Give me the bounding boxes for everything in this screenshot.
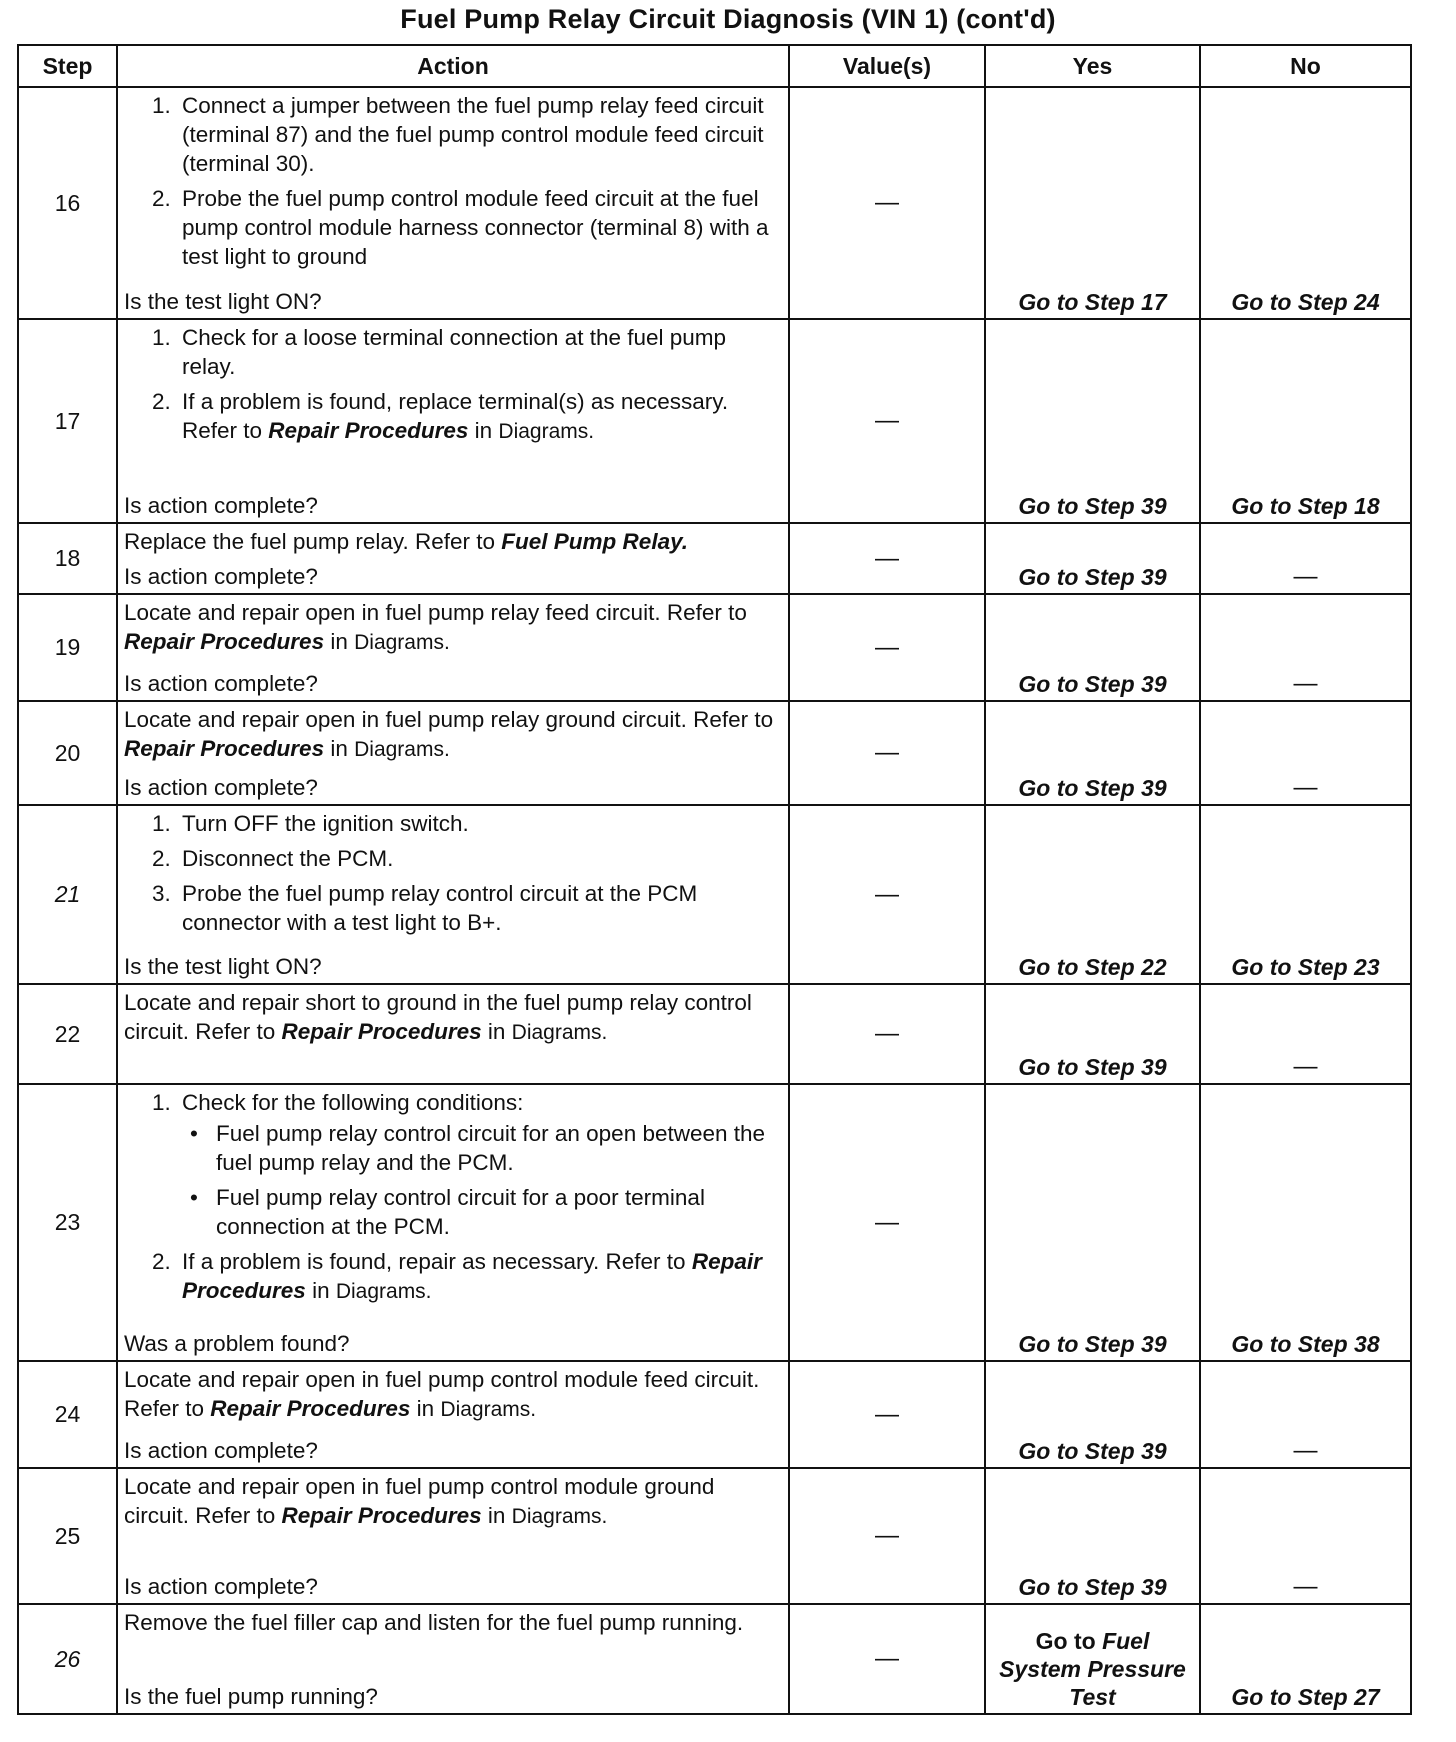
no-value: — bbox=[1293, 1053, 1318, 1080]
header-values: Value(s) bbox=[789, 45, 985, 87]
list-item: 1. Connect a jumper between the fuel pump relay feed circuit (terminal 87) and the fuel pump control module feed circuit (terminal 30). bbox=[152, 93, 764, 176]
table-row bbox=[18, 701, 1411, 805]
no-value: — bbox=[1293, 563, 1318, 590]
table-row bbox=[18, 1361, 1411, 1468]
question: Is action complete? bbox=[124, 671, 318, 696]
question: Is action complete? bbox=[124, 1438, 318, 1463]
yes-link[interactable]: Go to Step 39 bbox=[1018, 1054, 1167, 1080]
no-cell bbox=[1200, 984, 1411, 1084]
step-number: 23 bbox=[18, 1084, 117, 1361]
value-cell: — bbox=[789, 701, 985, 805]
yes-cell bbox=[985, 1468, 1200, 1604]
no-link[interactable]: Go to Step 38 bbox=[1231, 1331, 1380, 1357]
no-link[interactable]: Go to Step 24 bbox=[1231, 289, 1380, 315]
no-cell bbox=[1200, 523, 1411, 594]
yes-link[interactable]: Go to Step 39 bbox=[1018, 1331, 1167, 1357]
yes-link[interactable]: Go to Step 39 bbox=[1018, 671, 1167, 697]
bullet-item: • Fuel pump relay control circuit for a poor terminal connection at the PCM. bbox=[190, 1185, 705, 1239]
value-cell: — bbox=[789, 984, 985, 1084]
action-cell bbox=[117, 805, 789, 984]
yes-link[interactable]: Go to Step 17 bbox=[1018, 289, 1167, 315]
no-link[interactable]: Go to Step 23 bbox=[1231, 954, 1380, 980]
step-number: 18 bbox=[18, 523, 117, 594]
step-number: 26 bbox=[18, 1604, 117, 1714]
table-row bbox=[18, 594, 1411, 701]
action-cell: Replace the fuel pump relay. Refer to Fuel Pump Relay. Is action complete? bbox=[117, 523, 789, 594]
no-cell bbox=[1200, 805, 1411, 984]
list-item: 1. Check for the following conditions: • Fuel pump relay control circuit for an open between the fuel pump relay and the PCM. • Fuel pump relay control circuit for a poor terminal connection at the PCM. bbox=[124, 1088, 782, 1241]
value-cell: — bbox=[789, 1604, 985, 1714]
value-cell: — bbox=[789, 1361, 985, 1468]
action-cell: Locate and repair short to ground in the fuel pump relay control circuit. Refer to Repair Procedures in Diagrams. bbox=[117, 984, 789, 1084]
list-item: 2. Disconnect the PCM. bbox=[152, 846, 394, 871]
step-number: 19 bbox=[18, 594, 117, 701]
no-link[interactable]: Go to Step 27 bbox=[1231, 1684, 1380, 1710]
table-row bbox=[18, 1604, 1411, 1714]
header-row bbox=[18, 45, 1411, 87]
value-cell: — bbox=[789, 1084, 985, 1361]
yes-cell bbox=[985, 594, 1200, 701]
no-cell bbox=[1200, 594, 1411, 701]
no-link[interactable]: Go to Step 18 bbox=[1231, 493, 1380, 519]
header-action: Action bbox=[117, 45, 789, 87]
table-row bbox=[18, 984, 1411, 1084]
list-item: 2. If a problem is found, replace terminal(s) as necessary. Refer to Repair Procedures in Diagrams. bbox=[152, 389, 729, 443]
question: Is the test light ON? bbox=[124, 954, 322, 979]
action-cell: Locate and repair open in fuel pump control module ground circuit. Refer to Repair Procedures in Diagrams. Is action complete? bbox=[117, 1468, 789, 1604]
value-cell: — bbox=[789, 523, 985, 594]
yes-link[interactable]: Go to Step 39 bbox=[1018, 493, 1167, 519]
yes-link[interactable]: Go to Step 39 bbox=[1018, 1574, 1167, 1600]
table-row bbox=[18, 1084, 1411, 1361]
no-cell bbox=[1200, 319, 1411, 523]
list-item: 1. Turn OFF the ignition switch. bbox=[152, 811, 469, 836]
action-cell: Locate and repair open in fuel pump relay ground circuit. Refer to Repair Procedures in Diagrams. Is action complete? bbox=[117, 701, 789, 805]
no-value: — bbox=[1293, 1573, 1318, 1600]
yes-link[interactable]: Go to Fuel System Pressure Test bbox=[999, 1628, 1186, 1710]
question: Is the fuel pump running? bbox=[124, 1684, 378, 1709]
step-number: 24 bbox=[18, 1361, 117, 1468]
no-value: — bbox=[1293, 670, 1318, 697]
question: Is the test light ON? bbox=[124, 289, 322, 314]
value-cell: — bbox=[789, 594, 985, 701]
no-cell bbox=[1200, 701, 1411, 805]
value-cell: — bbox=[789, 319, 985, 523]
action-cell: Remove the fuel filler cap and listen for the fuel pump running. Is the fuel pump running? bbox=[117, 1604, 789, 1714]
step-number: 21 bbox=[18, 805, 117, 984]
list-item: 1. Check for a loose terminal connection at the fuel pump relay. bbox=[152, 325, 727, 379]
step-number: 25 bbox=[18, 1468, 117, 1604]
table-row bbox=[18, 319, 1411, 523]
no-cell bbox=[1200, 1468, 1411, 1604]
table-row bbox=[18, 523, 1411, 594]
yes-cell bbox=[985, 523, 1200, 594]
action-cell: Locate and repair open in fuel pump control module feed circuit. Refer to Repair Procedures in Diagrams. Is action complete? bbox=[117, 1361, 789, 1468]
table-row bbox=[18, 87, 1411, 319]
action-cell bbox=[117, 1084, 789, 1361]
header-no: No bbox=[1200, 45, 1411, 87]
yes-link[interactable]: Go to Step 39 bbox=[1018, 1438, 1167, 1464]
header-yes: Yes bbox=[985, 45, 1200, 87]
yes-cell bbox=[985, 87, 1200, 319]
yes-link[interactable]: Go to Step 39 bbox=[1018, 775, 1167, 801]
yes-link[interactable]: Go to Step 39 bbox=[1018, 564, 1167, 590]
list-item: 2. If a problem is found, repair as necessary. Refer to Repair Procedures in Diagrams. bbox=[152, 1249, 762, 1303]
list-item: 2. Probe the fuel pump control module feed circuit at the fuel pump control module harness connector (terminal 8) with a test light to ground bbox=[152, 186, 769, 269]
step-number: 16 bbox=[18, 87, 117, 319]
yes-link[interactable]: Go to Step 22 bbox=[1018, 954, 1167, 980]
no-value: — bbox=[1293, 1437, 1318, 1464]
no-cell bbox=[1200, 87, 1411, 319]
action-cell bbox=[117, 319, 789, 523]
step-number: 22 bbox=[18, 984, 117, 1084]
yes-cell bbox=[985, 1361, 1200, 1468]
table-row bbox=[18, 805, 1411, 984]
question: Is action complete? bbox=[124, 775, 318, 800]
diagnosis-table bbox=[17, 44, 1412, 1715]
no-value: — bbox=[1293, 774, 1318, 801]
question: Is action complete? bbox=[124, 1574, 318, 1599]
header-step: Step bbox=[18, 45, 117, 87]
yes-cell bbox=[985, 1084, 1200, 1361]
page-title: Fuel Pump Relay Circuit Diagnosis (VIN 1) (cont'd) bbox=[400, 4, 1056, 34]
value-cell: — bbox=[789, 805, 985, 984]
value-cell: — bbox=[789, 87, 985, 319]
yes-cell bbox=[985, 319, 1200, 523]
question: Was a problem found? bbox=[124, 1331, 350, 1356]
no-cell bbox=[1200, 1604, 1411, 1714]
no-cell bbox=[1200, 1084, 1411, 1361]
yes-cell bbox=[985, 984, 1200, 1084]
question: Is action complete? bbox=[124, 564, 318, 589]
question: Is action complete? bbox=[124, 493, 318, 518]
value-cell: — bbox=[789, 1468, 985, 1604]
action-cell bbox=[117, 87, 789, 319]
action-cell: Locate and repair open in fuel pump relay feed circuit. Refer to Repair Procedures in Diagrams. Is action complete? bbox=[117, 594, 789, 701]
step-number: 20 bbox=[18, 701, 117, 805]
yes-cell bbox=[985, 805, 1200, 984]
no-cell bbox=[1200, 1361, 1411, 1468]
bullet-item: • Fuel pump relay control circuit for an open between the fuel pump relay and the PCM. bbox=[190, 1121, 766, 1175]
step-number: 17 bbox=[18, 319, 117, 523]
yes-cell bbox=[985, 1604, 1200, 1714]
table-row bbox=[18, 1468, 1411, 1604]
yes-cell bbox=[985, 701, 1200, 805]
list-item: 3. Probe the fuel pump relay control circuit at the PCM connector with a test light to B+. bbox=[152, 881, 698, 935]
